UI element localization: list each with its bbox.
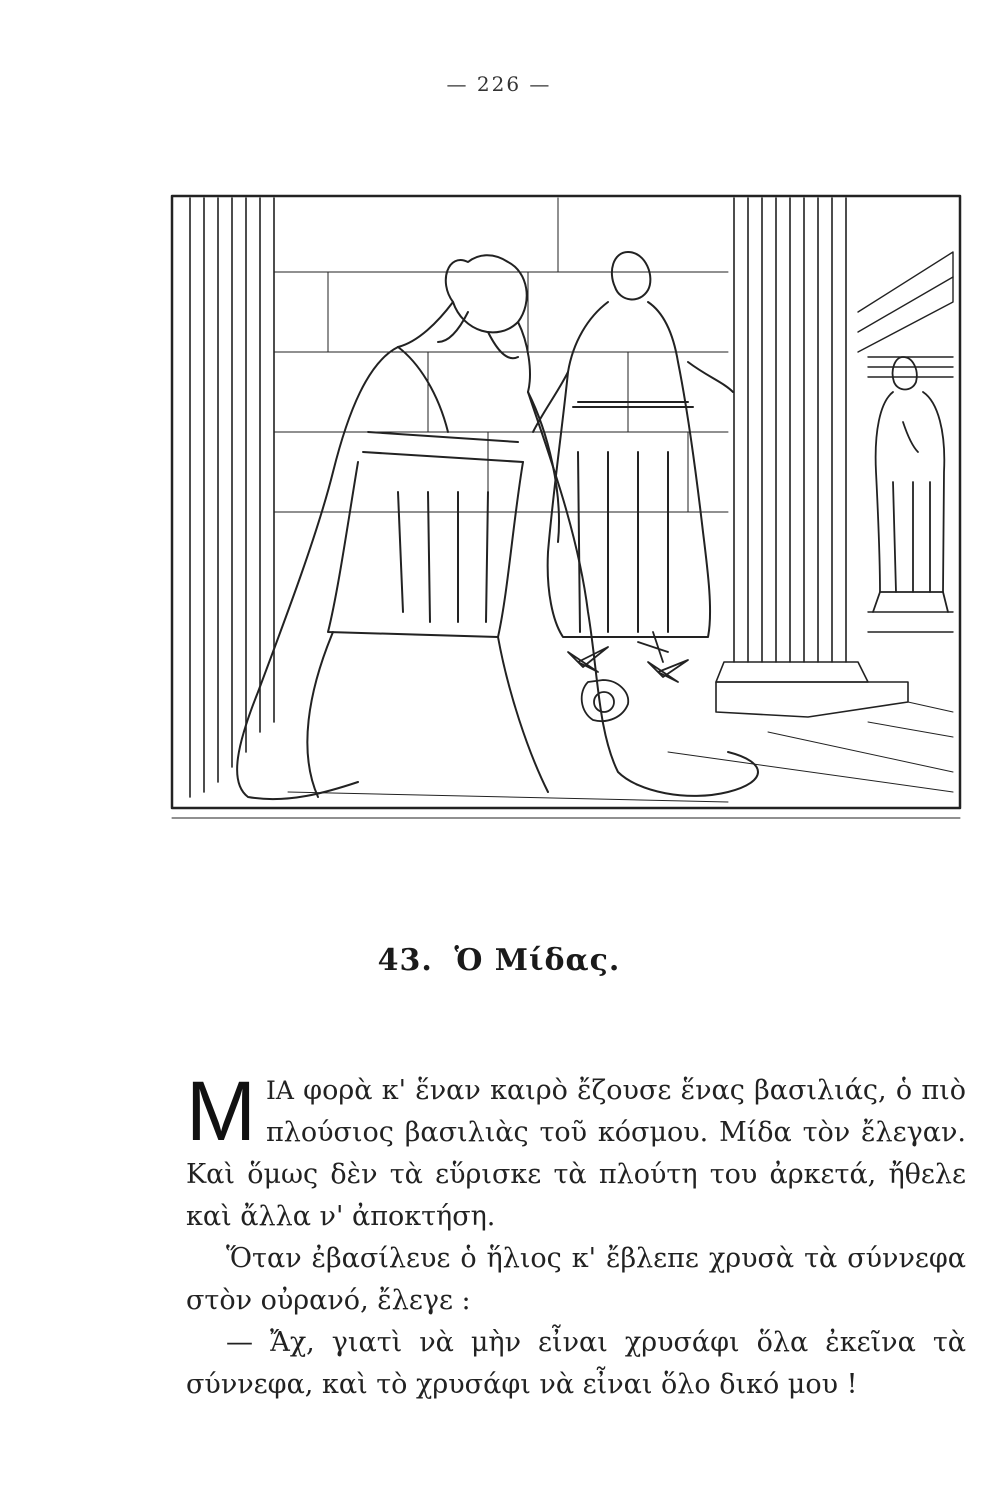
servant-figure <box>873 357 948 612</box>
chapter-name: Ὁ Μίδας. <box>454 943 621 978</box>
paragraph-3: — Ἄχ, γιατὶ νὰ μὴν εἶναι χρυσάφι ὅλα ἐκεῖνα τὰ σύννεφα, καὶ τὸ χρυσάφι νὰ εἶναι ὅλο δικό μου ! <box>186 1327 966 1400</box>
left-column <box>190 198 274 797</box>
fallen-vase <box>568 632 688 721</box>
paragraph-1-text: φορὰ κ' ἕναν καιρὸ ἔζουσε ἕνας βασιλιάς, ὁ πιὸ πλούσιος βασιλιὰς τοῦ κόσμου. Μίδα τὸν ἔλεγαν. Καὶ ὅμως δὲν τὰ εὕρισκε τὰ πλούτη του ἀρκετά, ἤθελε καὶ ἄλλα ν' ἀποκτήση. <box>186 1075 966 1232</box>
woman-figure <box>533 252 733 637</box>
chapter-title <box>0 943 998 978</box>
drop-cap: M <box>186 1064 256 1158</box>
floor-lines <box>288 702 953 802</box>
midas-figure <box>237 255 758 799</box>
page-number: — 226 — <box>446 72 552 96</box>
illustration-frame <box>172 196 960 808</box>
brick-wall <box>274 198 728 512</box>
story-text <box>186 1064 966 1406</box>
temple-pediment <box>858 252 953 632</box>
paragraph-1 <box>186 1064 966 1238</box>
midas-illustration <box>168 192 964 820</box>
chapter-number: 43. <box>377 943 433 978</box>
right-column <box>716 198 908 717</box>
paragraph-1-lead: ΙΑ <box>265 1076 294 1105</box>
paragraph-2: Ὅταν ἐβασίλευε ὁ ἥλιος κ' ἔβλεπε χρυσὰ τὰ σύννεφα στὸν οὐρανό, ἔλεγε : <box>186 1243 966 1316</box>
